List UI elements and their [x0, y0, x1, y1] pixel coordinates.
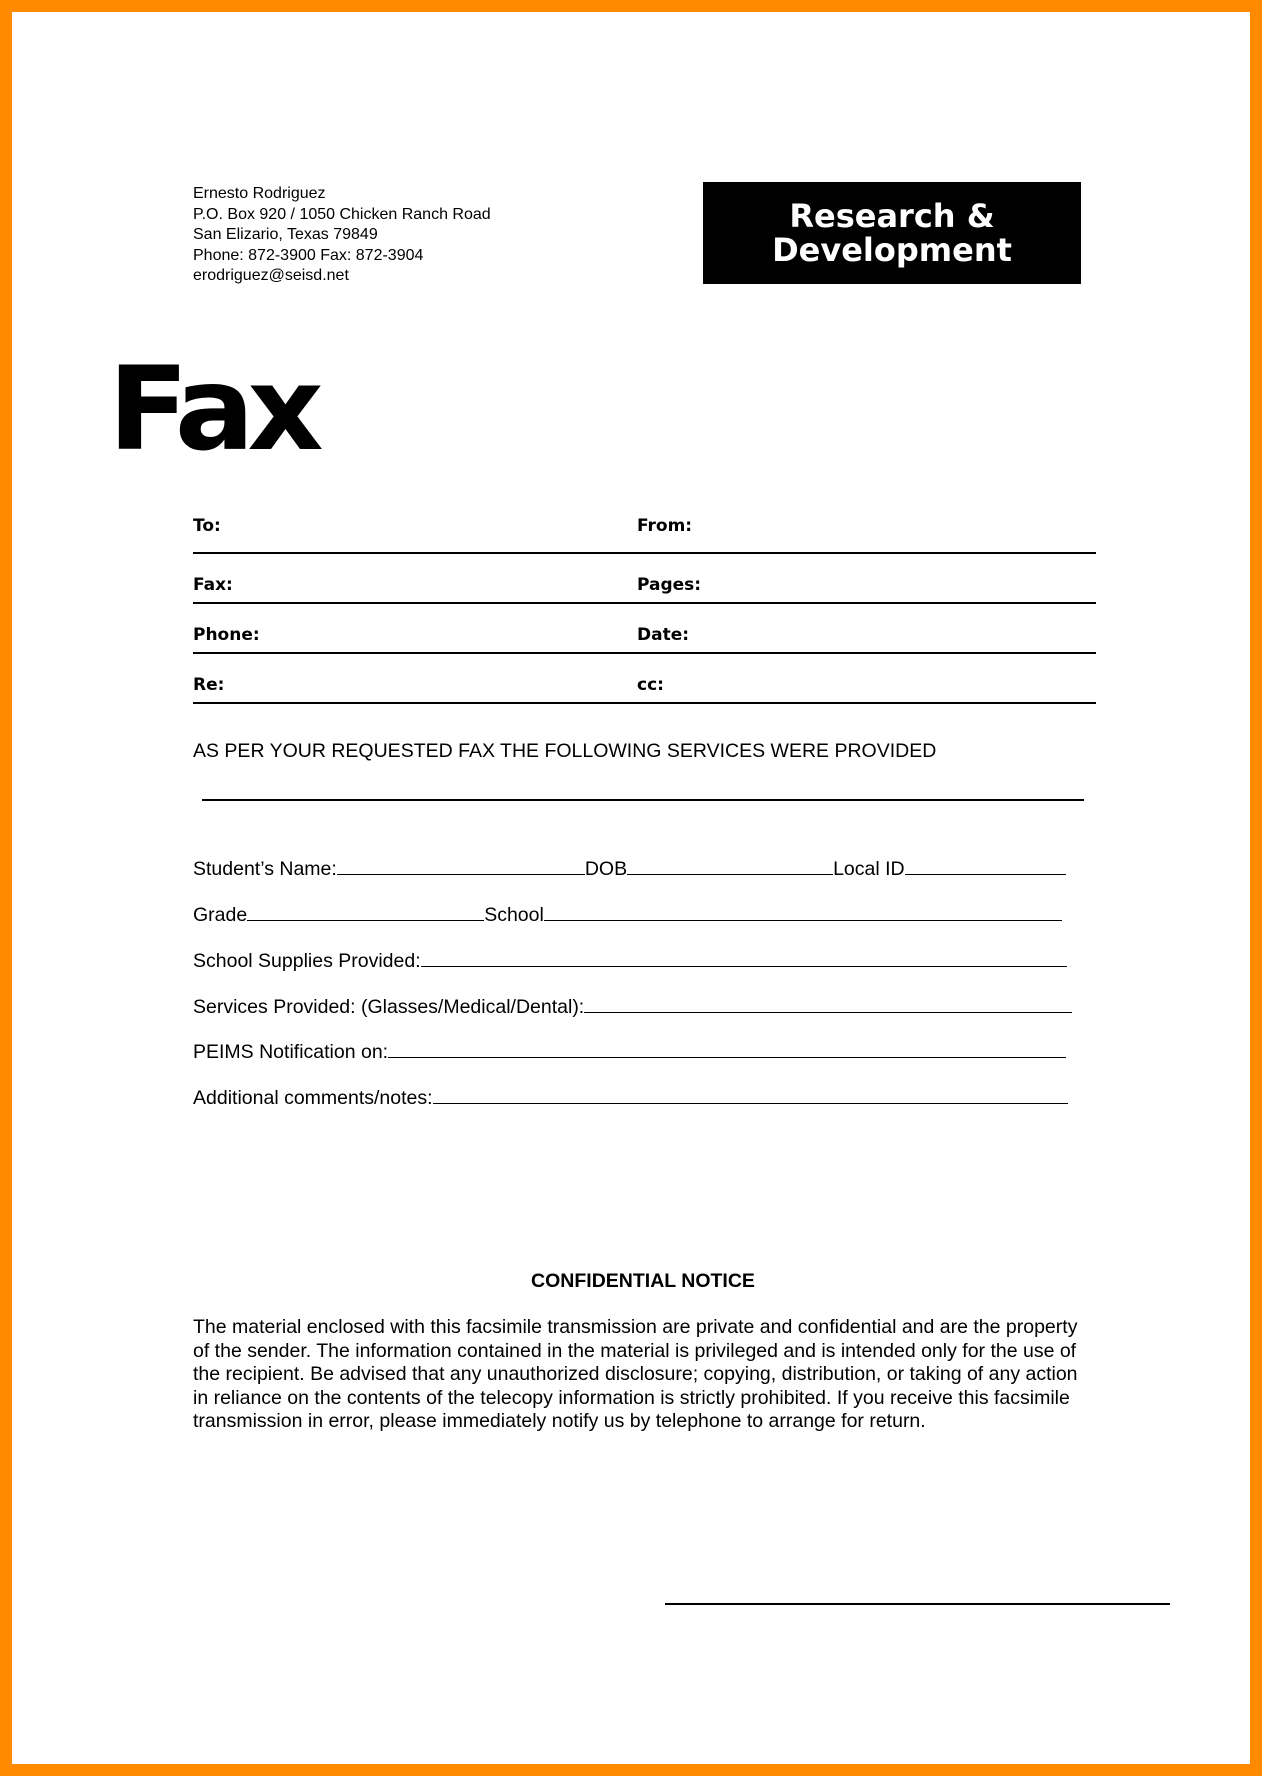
services-blank — [584, 1011, 1072, 1013]
student-name-label: Student’s Name: — [193, 858, 337, 880]
supplies-blank — [421, 965, 1067, 967]
date-label: Date: — [637, 625, 690, 645]
confidential-line: of the sender. The information contained in the material is privileged and is intended only for the use of — [193, 1339, 1077, 1362]
services-heading: AS PER YOUR REQUESTED FAX THE FOLLOWING SERVICES WERE PROVIDED — [193, 740, 937, 762]
to-from-line — [193, 552, 1096, 554]
signature-line — [665, 1603, 1170, 1605]
school-label: School — [484, 904, 544, 926]
re-cc-line — [193, 702, 1096, 704]
sender-phone-fax: Phone: 872-3900 Fax: 872-3904 — [193, 246, 424, 264]
peims-blank — [388, 1056, 1066, 1058]
grade-row — [193, 904, 1062, 927]
grade-blank — [247, 919, 484, 921]
confidential-line: transmission in error, please immediately notify us by telephone to arrange for return. — [193, 1410, 926, 1432]
sender-po-box: P.O. Box 920 / 1050 Chicken Ranch Road — [193, 205, 491, 223]
pages-label: Pages: — [637, 575, 702, 595]
dob-label: DOB — [584, 858, 628, 880]
confidential-line: The material enclosed with this facsimile transmission are private and confidential and are the property — [193, 1316, 1078, 1338]
re-label: Re: — [193, 675, 225, 695]
sender-name: Ernesto Rodriguez — [193, 185, 326, 202]
to-label: To: — [193, 516, 221, 536]
comments-blank — [433, 1102, 1068, 1104]
peims-row — [193, 1041, 1066, 1064]
fax-title: Fax — [107, 342, 317, 477]
dob-blank — [627, 873, 833, 875]
local-id-label: Local ID — [833, 858, 905, 880]
sender-city: San Elizario, Texas 79849 — [193, 226, 378, 243]
from-label: From: — [637, 516, 693, 536]
fax-pages-line — [193, 602, 1096, 604]
comments-row — [193, 1087, 1068, 1110]
department-label: Research & Development — [772, 197, 1012, 269]
comments-label: Additional comments/notes: — [193, 1087, 433, 1109]
student-name-blank — [337, 873, 585, 875]
department-banner — [703, 182, 1081, 284]
confidential-line: in reliance on the contents of the telecopy information is strictly prohibited. If you receive this facsimile — [193, 1386, 1070, 1409]
services-row — [193, 996, 1072, 1019]
services-divider — [202, 799, 1084, 801]
peims-label: PEIMS Notification on: — [193, 1041, 389, 1063]
grade-label: Grade — [193, 904, 248, 926]
sender-email: erodriguez@seisd.net — [193, 267, 349, 284]
local-id-blank — [905, 873, 1066, 875]
confidential-line: the recipient. Be advised that any unauthorized disclosure; copying, distribution, or taking of any action — [193, 1363, 1078, 1385]
phone-date-line — [193, 652, 1096, 654]
supplies-row — [193, 950, 1067, 973]
school-blank — [544, 919, 1062, 921]
sender-address-block — [193, 184, 491, 287]
student-row — [193, 858, 1066, 881]
services-label: Services Provided: (Glasses/Medical/Dental): — [193, 996, 585, 1018]
confidential-notice — [193, 1316, 1093, 1434]
supplies-label: School Supplies Provided: — [193, 950, 421, 972]
confidential-title: CONFIDENTIAL NOTICE — [531, 1270, 755, 1292]
phone-label: Phone: — [193, 625, 260, 645]
fax-label: Fax: — [193, 575, 233, 595]
cc-label: cc: — [637, 675, 664, 695]
